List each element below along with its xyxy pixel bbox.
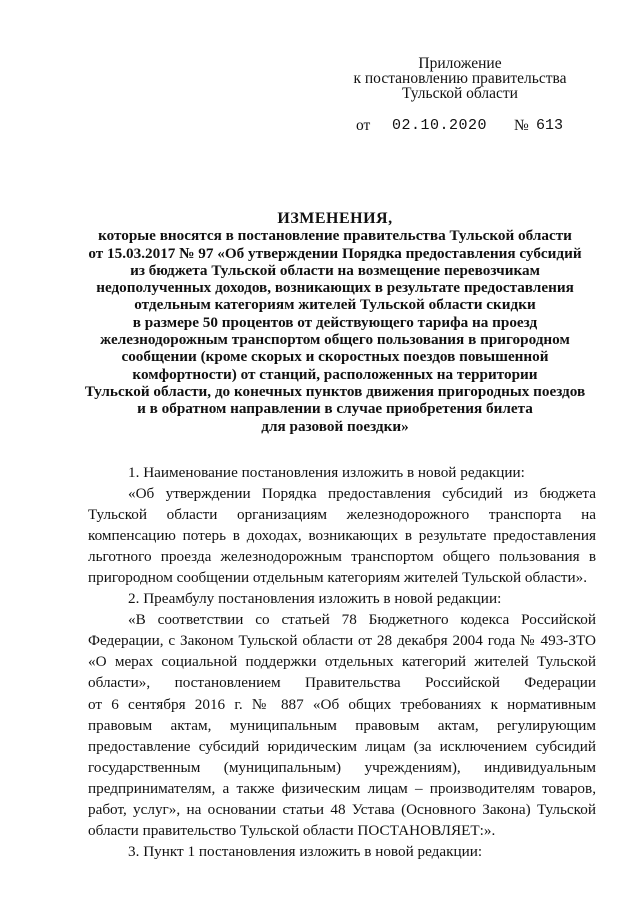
- body-line: пригородном сообщении отдельным категориям жителей Тульской области».: [88, 569, 588, 587]
- title-line: и в обратном направлении в случае приобретения билета: [137, 400, 533, 418]
- body-line: области», постановлением Правительства Российской Федерации: [88, 674, 596, 692]
- body-line: «О мерах социальной поддержки отдельных категорий жителей Тульской: [88, 653, 596, 671]
- resolution-date: 02.10.2020: [392, 117, 488, 134]
- body-line: предоставление субсидий юридическим лицам (за исключением субсидий: [88, 737, 596, 755]
- title-line: Тульской области, до конечных пунктов движения пригородных поездов: [84, 382, 586, 400]
- body-line: льготного проезда железнодорожным транспортом общего пользования в: [88, 548, 596, 566]
- body-line: Тульской области организациям железнодорожного транспорта на: [88, 506, 596, 524]
- title-line: от 15.03.2017 № 97 «Об утверждении Порядка предоставления субсидий: [88, 244, 582, 262]
- document-body: [88, 462, 596, 862]
- number-sign: №: [514, 117, 529, 134]
- title-line: отдельным категориям жителей Тульской области скидки: [134, 296, 536, 314]
- title-line: комфортности) от станций, расположенных на территории: [132, 365, 538, 383]
- appendix-line-3: Тульской области: [402, 85, 518, 102]
- body-line: предпринимателям, а также физическим лицам – производителям товаров,: [88, 779, 596, 797]
- body-line: Федерации, с Законом Тульской области от 28 декабря 2004 года № 493-ЗТО: [88, 632, 596, 650]
- title-line: железнодорожным транспортом общего пользования в пригородном: [100, 331, 570, 349]
- title-line: которые вносятся в постановление правительства Тульской области: [98, 227, 572, 245]
- body-line: 3. Пункт 1 постановления изложить в новой редакции:: [128, 842, 483, 860]
- body-line: «В соответствии со статьей 78 Бюджетного кодекса Российской: [128, 611, 596, 629]
- appendix-line-1: Приложение: [418, 55, 502, 72]
- body-line: области правительство Тульской области ПОСТАНОВЛЯЕТ:».: [88, 821, 496, 839]
- resolution-number: 613: [536, 117, 564, 134]
- appendix-line-2: к постановлению правительства: [353, 70, 567, 87]
- title-line: для разовой поездки»: [261, 417, 409, 435]
- body-line: компенсацию потерь в доходах, возникающих в результате предоставления: [88, 527, 596, 545]
- body-line: от 6 сентября 2016 г. № 887 «Об общих требованиях к нормативным: [88, 695, 596, 713]
- body-line: 2. Преамбулу постановления изложить в новой редакции:: [128, 590, 502, 608]
- body-line: государственным (муниципальным) учреждениям), индивидуальным: [88, 758, 596, 776]
- title-line: сообщении (кроме скорых и скоростных поездов повышенной: [121, 348, 549, 366]
- title-heading: ИЗМЕНЕНИЯ,: [277, 210, 393, 227]
- date-prefix: от: [356, 117, 371, 134]
- body-line: «Об утверждении Порядка предоставления субсидий из бюджета: [128, 485, 596, 503]
- body-line: правовым актам, муниципальным правовым актам, регулирующим: [88, 716, 596, 734]
- body-line: 1. Наименование постановления изложить в новой редакции:: [128, 464, 525, 481]
- title-line: в размере 50 процентов от действующего тарифа на проезд: [132, 313, 538, 331]
- title-line: из бюджета Тульской области на возмещение перевозчикам: [130, 261, 540, 279]
- appendix-header: [340, 56, 580, 101]
- body-line: работ, услуг», на основании статьи 48 Устава (Основного Закона) Тульской: [88, 800, 596, 818]
- title-line: недополученных доходов, возникающих в результате предоставления: [96, 279, 574, 297]
- document-title: [60, 210, 610, 435]
